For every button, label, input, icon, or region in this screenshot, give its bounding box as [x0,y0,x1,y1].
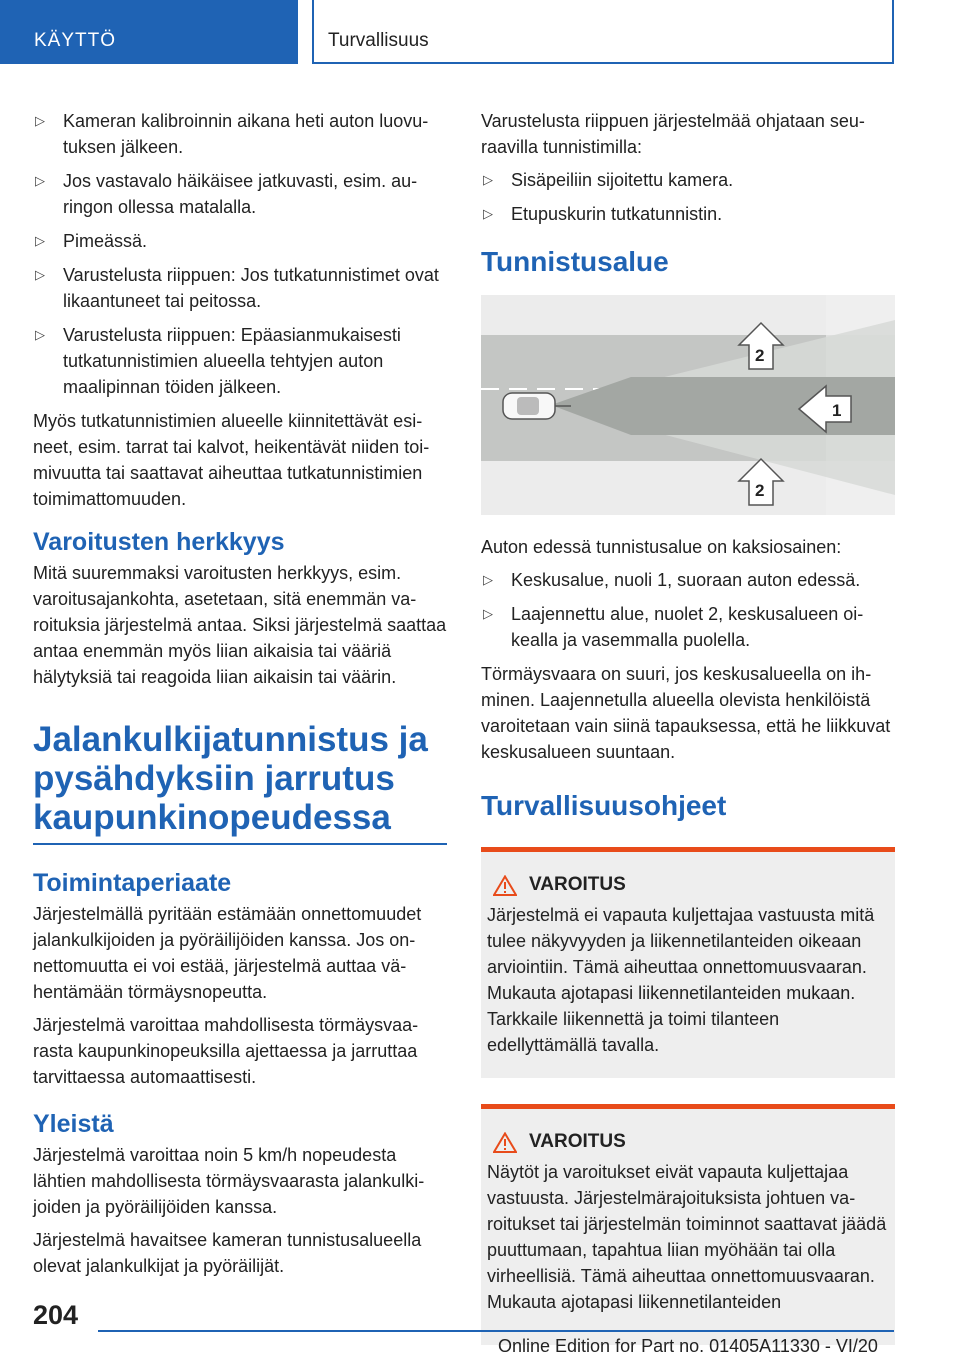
warning-header [493,1131,887,1153]
list-item: ▷ Kameran kalibroinnin aikana heti auton luovutuksen jälkeen. [33,108,447,160]
list-item: ▷ Sisäpeiliin sijoitettu kamera. [481,167,895,193]
paragraph-sensors-intro: Varustelusta riippuen järjestelmää ohjataan seuraavilla tunnistimilla: [481,111,865,157]
bullet-triangle-icon: ▷ [483,172,493,187]
footer-edition: Online Edition for Part no. 01405A11330 - VI/20 [498,1336,878,1356]
header-section-tab: KÄYTTÖ [0,0,298,64]
heading-warning-sensitivity: Varoitusten herkkyys [33,528,285,556]
paragraph-sensitivity: Mitä suuremmaksi varoitusten herkkyys, esim. varoitusajankohta, asetetaan, sitä enemmän varoituksia järjestelmä antaa. Siksi järjestelmä saattaa antaa enemmän myös liian aikaisia tai vääriä hälytyksiä tai reagoida liian aikaisin tai väärin. [33,563,447,687]
bullet-triangle-icon: ▷ [35,267,45,282]
paragraph-principle-2: Järjestelmä varoittaa mahdollisesta törmäysvaarasta kaupunkinopeuksilla ajettaessa ja jarruttaa tarvittaessa automaattisesti. [33,1015,419,1087]
paragraph-general-1: Järjestelmä varoittaa noin 5 km/h nopeudesta lähtien mahdollisesta törmäysvaarasta jalankulkijoiden ja pyöräilijöiden kanssa. [33,1145,425,1217]
list-item: ▷ Varustelusta riippuen: Jos tutkatunnistimet ovat likaantuneet tai peitossa. [33,262,447,314]
bullet-triangle-icon: ▷ [483,206,493,221]
bullet-triangle-icon: ▷ [35,233,45,248]
footer-rule [98,1330,894,1332]
header-title: Turvallisuus [312,0,894,64]
list-item: ▷ Laajennettu alue, nuolet 2, keskusalueen oikealla ja vasemmalla puolella. [481,601,895,653]
svg-text:2: 2 [755,481,765,500]
svg-text:1: 1 [832,401,842,420]
left-column [33,108,447,1286]
paragraph-general-2: Järjestelmä havaitsee kameran tunnistusalueella olevat jalankulkijat ja pyöräilijät. [33,1230,422,1276]
warning-header [493,874,887,896]
warning-triangle-icon [493,875,517,896]
bullet-triangle-icon: ▷ [35,327,45,342]
bullet-triangle-icon: ▷ [35,173,45,188]
warning-title: VAROITUS [529,874,626,895]
warning-title: VAROITUS [529,1131,626,1152]
heading-safety: Turvallisuusohjeet [481,790,727,821]
bullet-triangle-icon: ▷ [483,606,493,621]
warning-text: Näytöt ja varoitukset eivät vapauta kuljettajaa vastuusta. Järjestelmärajoituksista johtuen varoitukset tai järjestelmän toiminnot saattavat jäädä puuttumaan, tapahtua liian myöhään tai olla virheellisiä. Tämä aiheuttaa onnettomuusvaaran. Mukauta ajotapasi liikennetilanteiden [487,1162,887,1312]
heading-general: Yleistä [33,1110,114,1138]
heading-principle: Toimintaperiaate [33,869,232,897]
heading-pedestrian-detection: Jalankulkijatunnistus ja pysähdyksiin jarrutus kaupunkinopeudessa [33,720,447,845]
heading-detection-area: Tunnistusalue [481,246,669,277]
warning-text-clip [487,1159,887,1325]
detection-area-diagram [481,295,895,515]
bullet-triangle-icon: ▷ [35,113,45,128]
paragraph-sensor-obstruction: Myös tutkatunnistimien alueelle kiinnitettävät esineet, esim. tarrat tai kalvot, heikentävät niiden toimivuutta tai saattavat aiheuttaa tutkatunnistimien toimimattomuuden. [33,411,430,509]
list-item: ▷ Pimeässä. [33,228,447,254]
list-item: ▷ Jos vastavalo häikäisee jatkuvasti, esim. auringon ollessa matalalla. [33,168,447,220]
svg-text:2: 2 [755,346,765,365]
list-item: ▷ Etupuskurin tutkatunnistin. [481,201,895,227]
warning-text: Järjestelmä ei vapauta kuljettajaa vastuusta mitä tulee näkyvyyden ja liikennetilanteiden oikeaan arviointiin. Tämä aiheuttaa onnettomuusvaaran. Mukauta ajotapasi liikennetilanteiden mukaan. Tarkkaile liikennettä ja toimi tilanteen edellyttämällä tavalla. [487,905,875,1055]
warning-box-1 [481,847,895,1078]
paragraph-principle-1: Järjestelmällä pyritään estämään onnettomuudet jalankulkijoiden ja pyöräilijöiden kanssa. Jos onnettomuutta ei voi estää, järjestelmä auttaa vähentämään törmäysnopeutta. [33,904,422,1002]
page-number: 204 [33,1300,79,1330]
list-item: ▷ Varustelusta riippuen: Epäasianmukaisesti tutkatunnistimien alueella tehtyjen auton maalipinnan töiden jälkeen. [33,322,447,400]
paragraph-collision-risk: Törmäysvaara on suuri, jos keskusalueella on ihminen. Laajennetulla alueella olevista henkilöistä varoitetaan vain siinä tapauksessa, että he liikkuvat keskusalueen suuntaan. [481,664,891,762]
paragraph-two-part: Auton edessä tunnistusalue on kaksiosainen: [481,537,842,557]
bullet-triangle-icon: ▷ [483,572,493,587]
warning-triangle-icon [493,1132,517,1153]
list-item: ▷ Keskusalue, nuoli 1, suoraan auton edessä. [481,567,895,593]
warning-box-2 [481,1104,895,1345]
right-column [481,108,895,1345]
